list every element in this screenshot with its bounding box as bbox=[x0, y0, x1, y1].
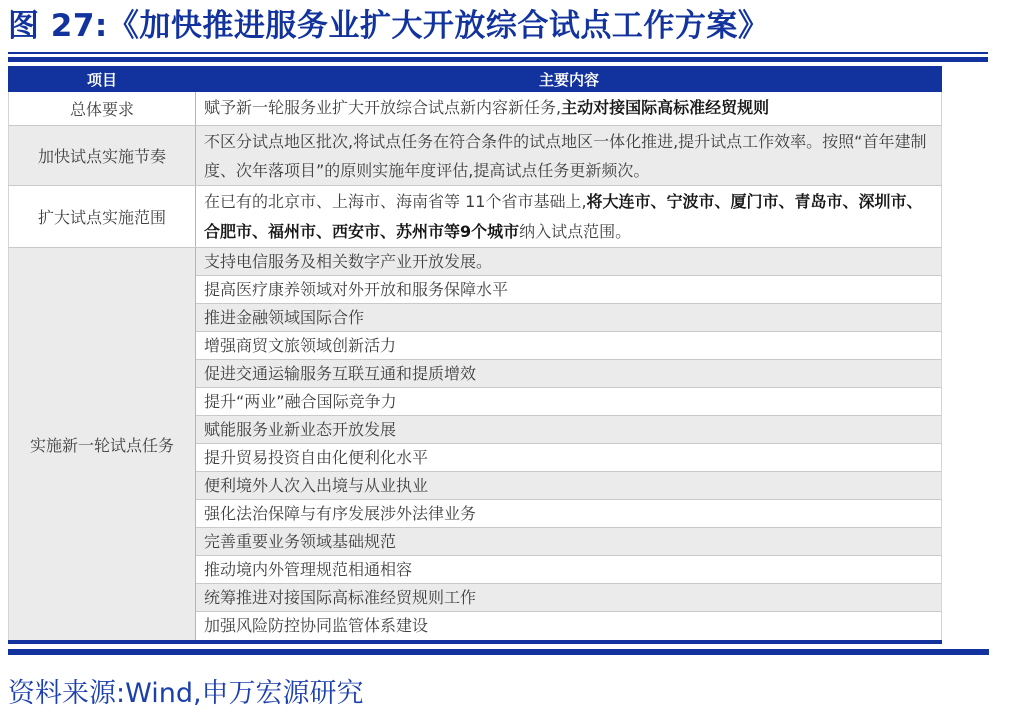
table-row bbox=[8, 248, 942, 640]
content-text: 不区分试点地区批次,将试点任务在符合条件的试点地区一体化推进,提升试点工作效率。按照“首年建制度、次年落项目”的原则实施年度评估,提高试点任务更新频次。 bbox=[204, 132, 927, 180]
table-row bbox=[8, 126, 942, 186]
content-cell bbox=[196, 186, 941, 247]
pilot-program-table bbox=[8, 66, 942, 640]
content-text-bold: 主动对接国际高标准经贸规则 bbox=[561, 98, 770, 117]
item-cell: 总体要求 bbox=[9, 92, 196, 125]
content-cell bbox=[196, 612, 941, 640]
content-cell bbox=[196, 528, 941, 556]
content-cell bbox=[196, 500, 941, 528]
content-text: 提高医疗康养领域对外开放和服务保障水平 bbox=[204, 280, 509, 299]
content-cell bbox=[196, 304, 941, 332]
title-underline-thin bbox=[8, 52, 988, 54]
content-cell bbox=[196, 472, 941, 500]
content-cell bbox=[196, 584, 941, 612]
table-row bbox=[8, 92, 942, 126]
content-text: 赋予新一轮服务业扩大开放综合试点新内容新任务, bbox=[204, 98, 562, 117]
content-text: 统筹推进对接国际高标准经贸规则工作 bbox=[204, 588, 477, 607]
content-cell bbox=[196, 444, 941, 472]
content-text: 强化法治保障与有序发展涉外法律业务 bbox=[204, 504, 477, 523]
content-cell-stack bbox=[196, 126, 941, 185]
content-text: 支持电信服务及相关数字产业开放发展。 bbox=[204, 252, 493, 271]
content-text: 推动境内外管理规范相通相容 bbox=[204, 560, 413, 579]
content-cell bbox=[196, 360, 941, 388]
content-text: 提升“两业”融合国际竞争力 bbox=[204, 392, 397, 411]
content-text: 加强风险防控协同监管体系建设 bbox=[204, 616, 429, 635]
content-cell-stack bbox=[196, 92, 941, 125]
content-text: 赋能服务业新业态开放发展 bbox=[204, 420, 397, 439]
content-text: 促进交通运输服务互联互通和提质增效 bbox=[204, 364, 477, 383]
content-cell bbox=[196, 332, 941, 360]
title-underline-thick bbox=[8, 57, 988, 62]
content-cell bbox=[196, 276, 941, 304]
section-divider-rule bbox=[8, 649, 989, 655]
content-cell bbox=[196, 92, 941, 125]
content-cell bbox=[196, 388, 941, 416]
source-note: 资料来源:Wind,申万宏源研究 bbox=[8, 678, 364, 709]
content-cell-stack bbox=[196, 186, 941, 247]
item-cell: 扩大试点实施范围 bbox=[9, 186, 196, 247]
table-body bbox=[8, 92, 942, 640]
content-cell bbox=[196, 416, 941, 444]
content-text: 纳入试点范围。 bbox=[519, 222, 632, 241]
content-text: 提升贸易投资自由化便利化水平 bbox=[204, 448, 429, 467]
content-text-bold: 将大连市、宁波市、厦门市、青岛市、深圳市、合肥市、福州市、西安市、苏州市等9个城市 bbox=[204, 192, 923, 241]
content-cell bbox=[196, 126, 941, 185]
table-row bbox=[8, 186, 942, 248]
content-cell bbox=[196, 248, 941, 276]
content-cell-stack bbox=[196, 248, 941, 640]
item-cell: 加快试点实施节奏 bbox=[9, 126, 196, 185]
content-text: 在已有的北京市、上海市、海南省等 11个省市基础上, bbox=[204, 192, 587, 211]
content-cell bbox=[196, 556, 941, 584]
content-text: 增强商贸文旅领域创新活力 bbox=[204, 336, 397, 355]
item-cell: 实施新一轮试点任务 bbox=[9, 248, 196, 640]
table-header-content: 主要内容 bbox=[538, 70, 599, 89]
content-text: 便利境外人次入出境与从业执业 bbox=[204, 476, 429, 495]
content-text: 推进金融领域国际合作 bbox=[204, 308, 365, 327]
table-header-row bbox=[8, 66, 942, 92]
content-text: 完善重要业务领域基础规范 bbox=[204, 532, 397, 551]
figure-title: 图 27:《加快推进服务业扩大开放综合试点工作方案》 bbox=[8, 8, 770, 44]
table-bottom-border bbox=[8, 640, 942, 644]
table-header-item: 项目 bbox=[86, 70, 117, 89]
